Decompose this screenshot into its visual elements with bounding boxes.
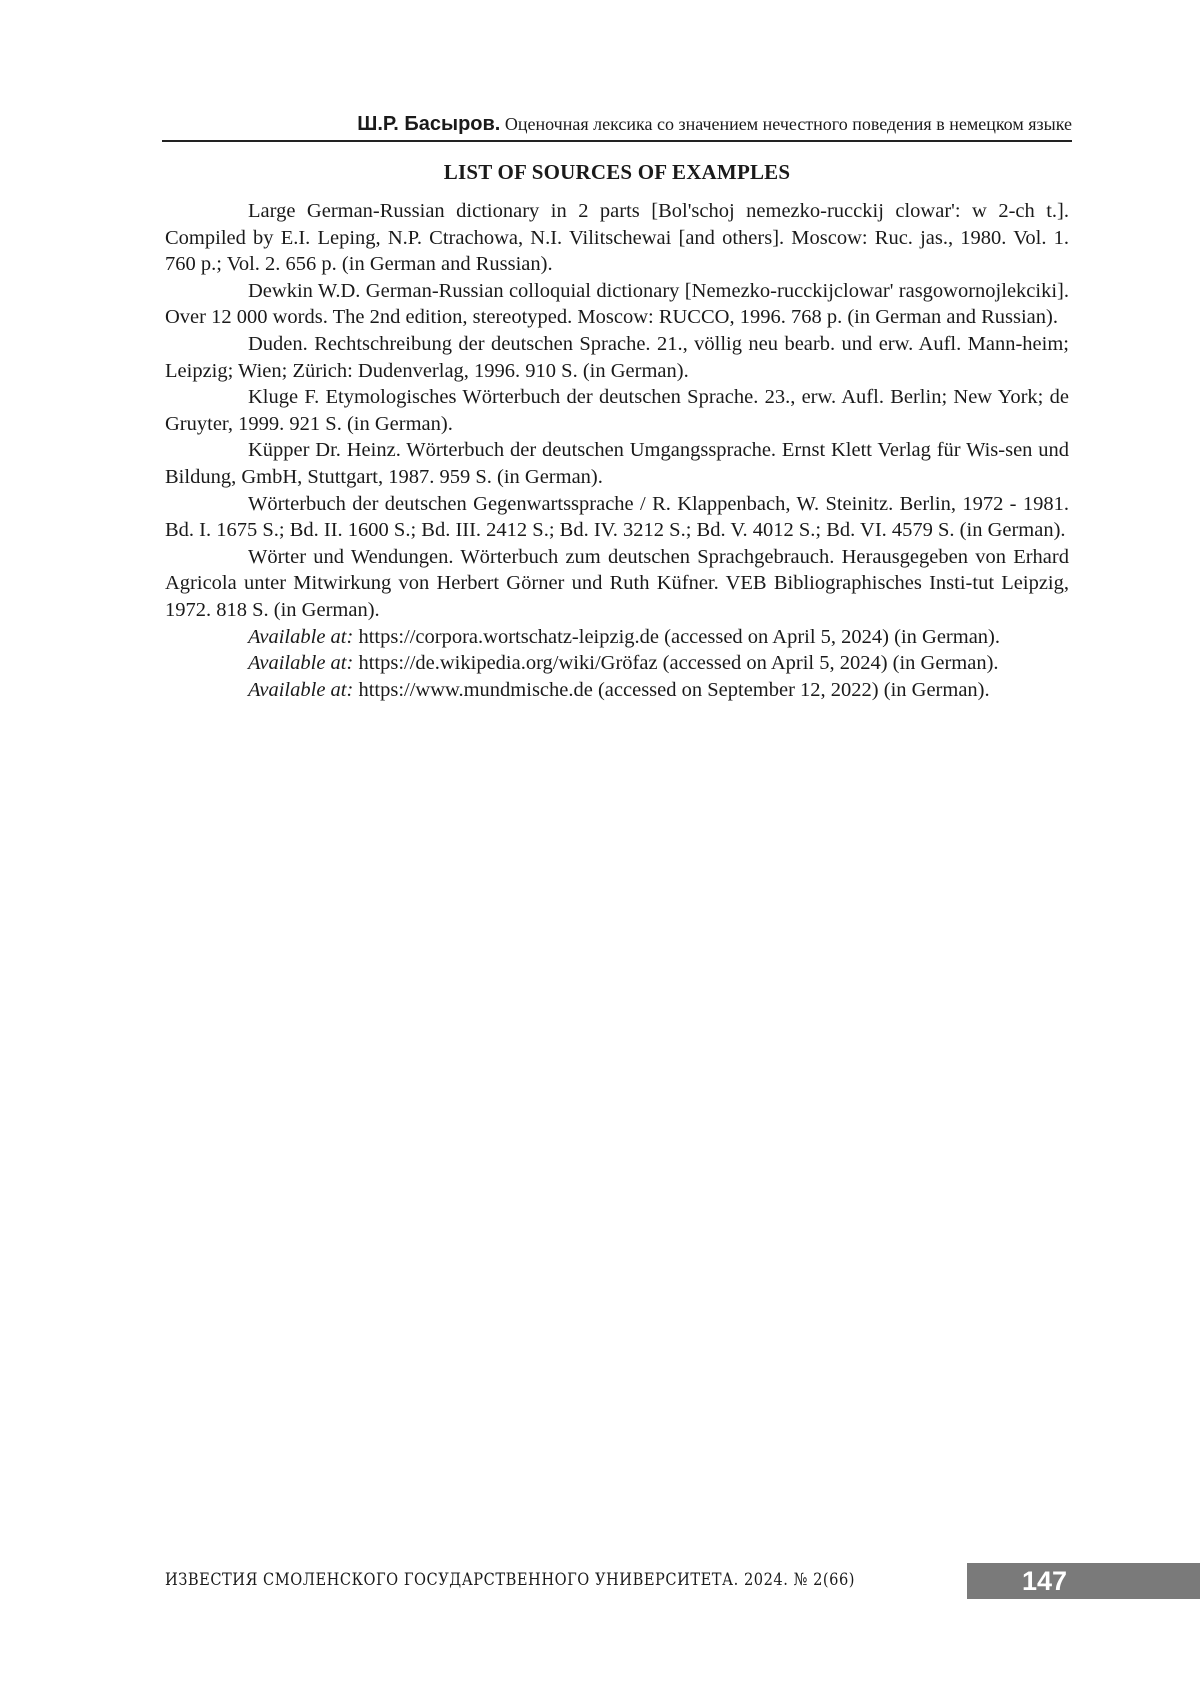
online-source-link[interactable]: https://de.wikipedia.org/wiki/Gröfaz (accessed on April 5, 2024) (in German). (358, 652, 999, 675)
online-source-link[interactable]: https://corpora.wortschatz-leipzig.de (accessed on April 5, 2024) (in German). (358, 625, 1001, 648)
running-head-author: Ш.Р. Басыров. (357, 113, 501, 135)
source-entry: Küpper Dr. Heinz. Wörterbuch der deutschen Umgangssprache. Ernst Klett Verlag für Wis-sen und Bildung, GmbH, Stuttgart, 1987. 959 S. (in German). (165, 439, 1069, 488)
section-title: LIST OF SOURCES OF EXAMPLES (443, 160, 791, 184)
available-at-label: Available at: (248, 625, 354, 648)
source-entry: Dewkin W.D. German-Russian colloquial dictionary [Nemezko-rucckijclowar' rasgowornojlekciki]. Over 12 000 words. The 2nd edition, stereotyped. Moscow: RUCCO, 1996. 768 p. (in German and Russian). (165, 279, 1069, 329)
source-entry: Duden. Rechtschreibung der deutschen Sprache. 21., völlig neu bearb. und erw. Aufl. Mann-heim; Leipzig; Wien; Zürich: Dudenverlag, 1996. 910 S. (in German). (165, 332, 1069, 382)
footer-journal-title: ИЗВЕСТИЯ СМОЛЕНСКОГО ГОСУДАРСТВЕННОГО УНИВЕРСИТЕТА. 2024. № 2(66) (165, 1570, 855, 1590)
running-head-title: Оценочная лексика со значением нечестного поведения в немецком языке (504, 114, 1072, 134)
source-entry: Wörter und Wendungen. Wörterbuch zum deutschen Sprachgebrauch. Herausgegeben von Erhard Agricola unter Mitwirkung von Herbert Görner und Ruth Küfner. VEB Bibliographisches Insti-tut Leipzig, 1972. 818 S. (in German). (165, 545, 1069, 621)
source-entry: Kluge F. Etymologisches Wörterbuch der deutschen Sprache. 23., erw. Aufl. Berlin; New York; de Gruyter, 1999. 921 S. (in German). (165, 386, 1069, 435)
source-entry: Large German-Russian dictionary in 2 parts [Bol'schoj nemezko-rucckij clowar': w 2-ch t.]. Compiled by E.I. Leping, N.P. Ctrachowa, N.I. Vilitschewai [and others]. Moscow: Ruc. jas., 1980. Vol. 1. 760 p.; Vol. 2. 656 p. (in German and Russian). (165, 200, 1069, 276)
online-source-entry (165, 650, 1069, 677)
source-entry: Wörterbuch der deutschen Gegenwartssprache / R. Klappenbach, W. Steinitz. Berlin, 1972 - 1981. Bd. I. 1675 S.; Bd. II. 1600 S.; Bd. III. 2412 S.; Bd. IV. 3212 S.; Bd. V. 4012 S.; Bd. VI. 4579 S. (in German). (165, 492, 1069, 542)
page-number: 147 (967, 1563, 1200, 1599)
sources-list (165, 198, 1069, 703)
online-source-link[interactable]: https://www.mundmische.de (accessed on September 12, 2022) (in German). (358, 678, 990, 701)
available-at-label: Available at: (248, 678, 354, 701)
online-source-entry (165, 677, 1069, 704)
online-source-entry (165, 624, 1069, 651)
running-head (162, 112, 1072, 142)
available-at-label: Available at: (248, 652, 354, 675)
